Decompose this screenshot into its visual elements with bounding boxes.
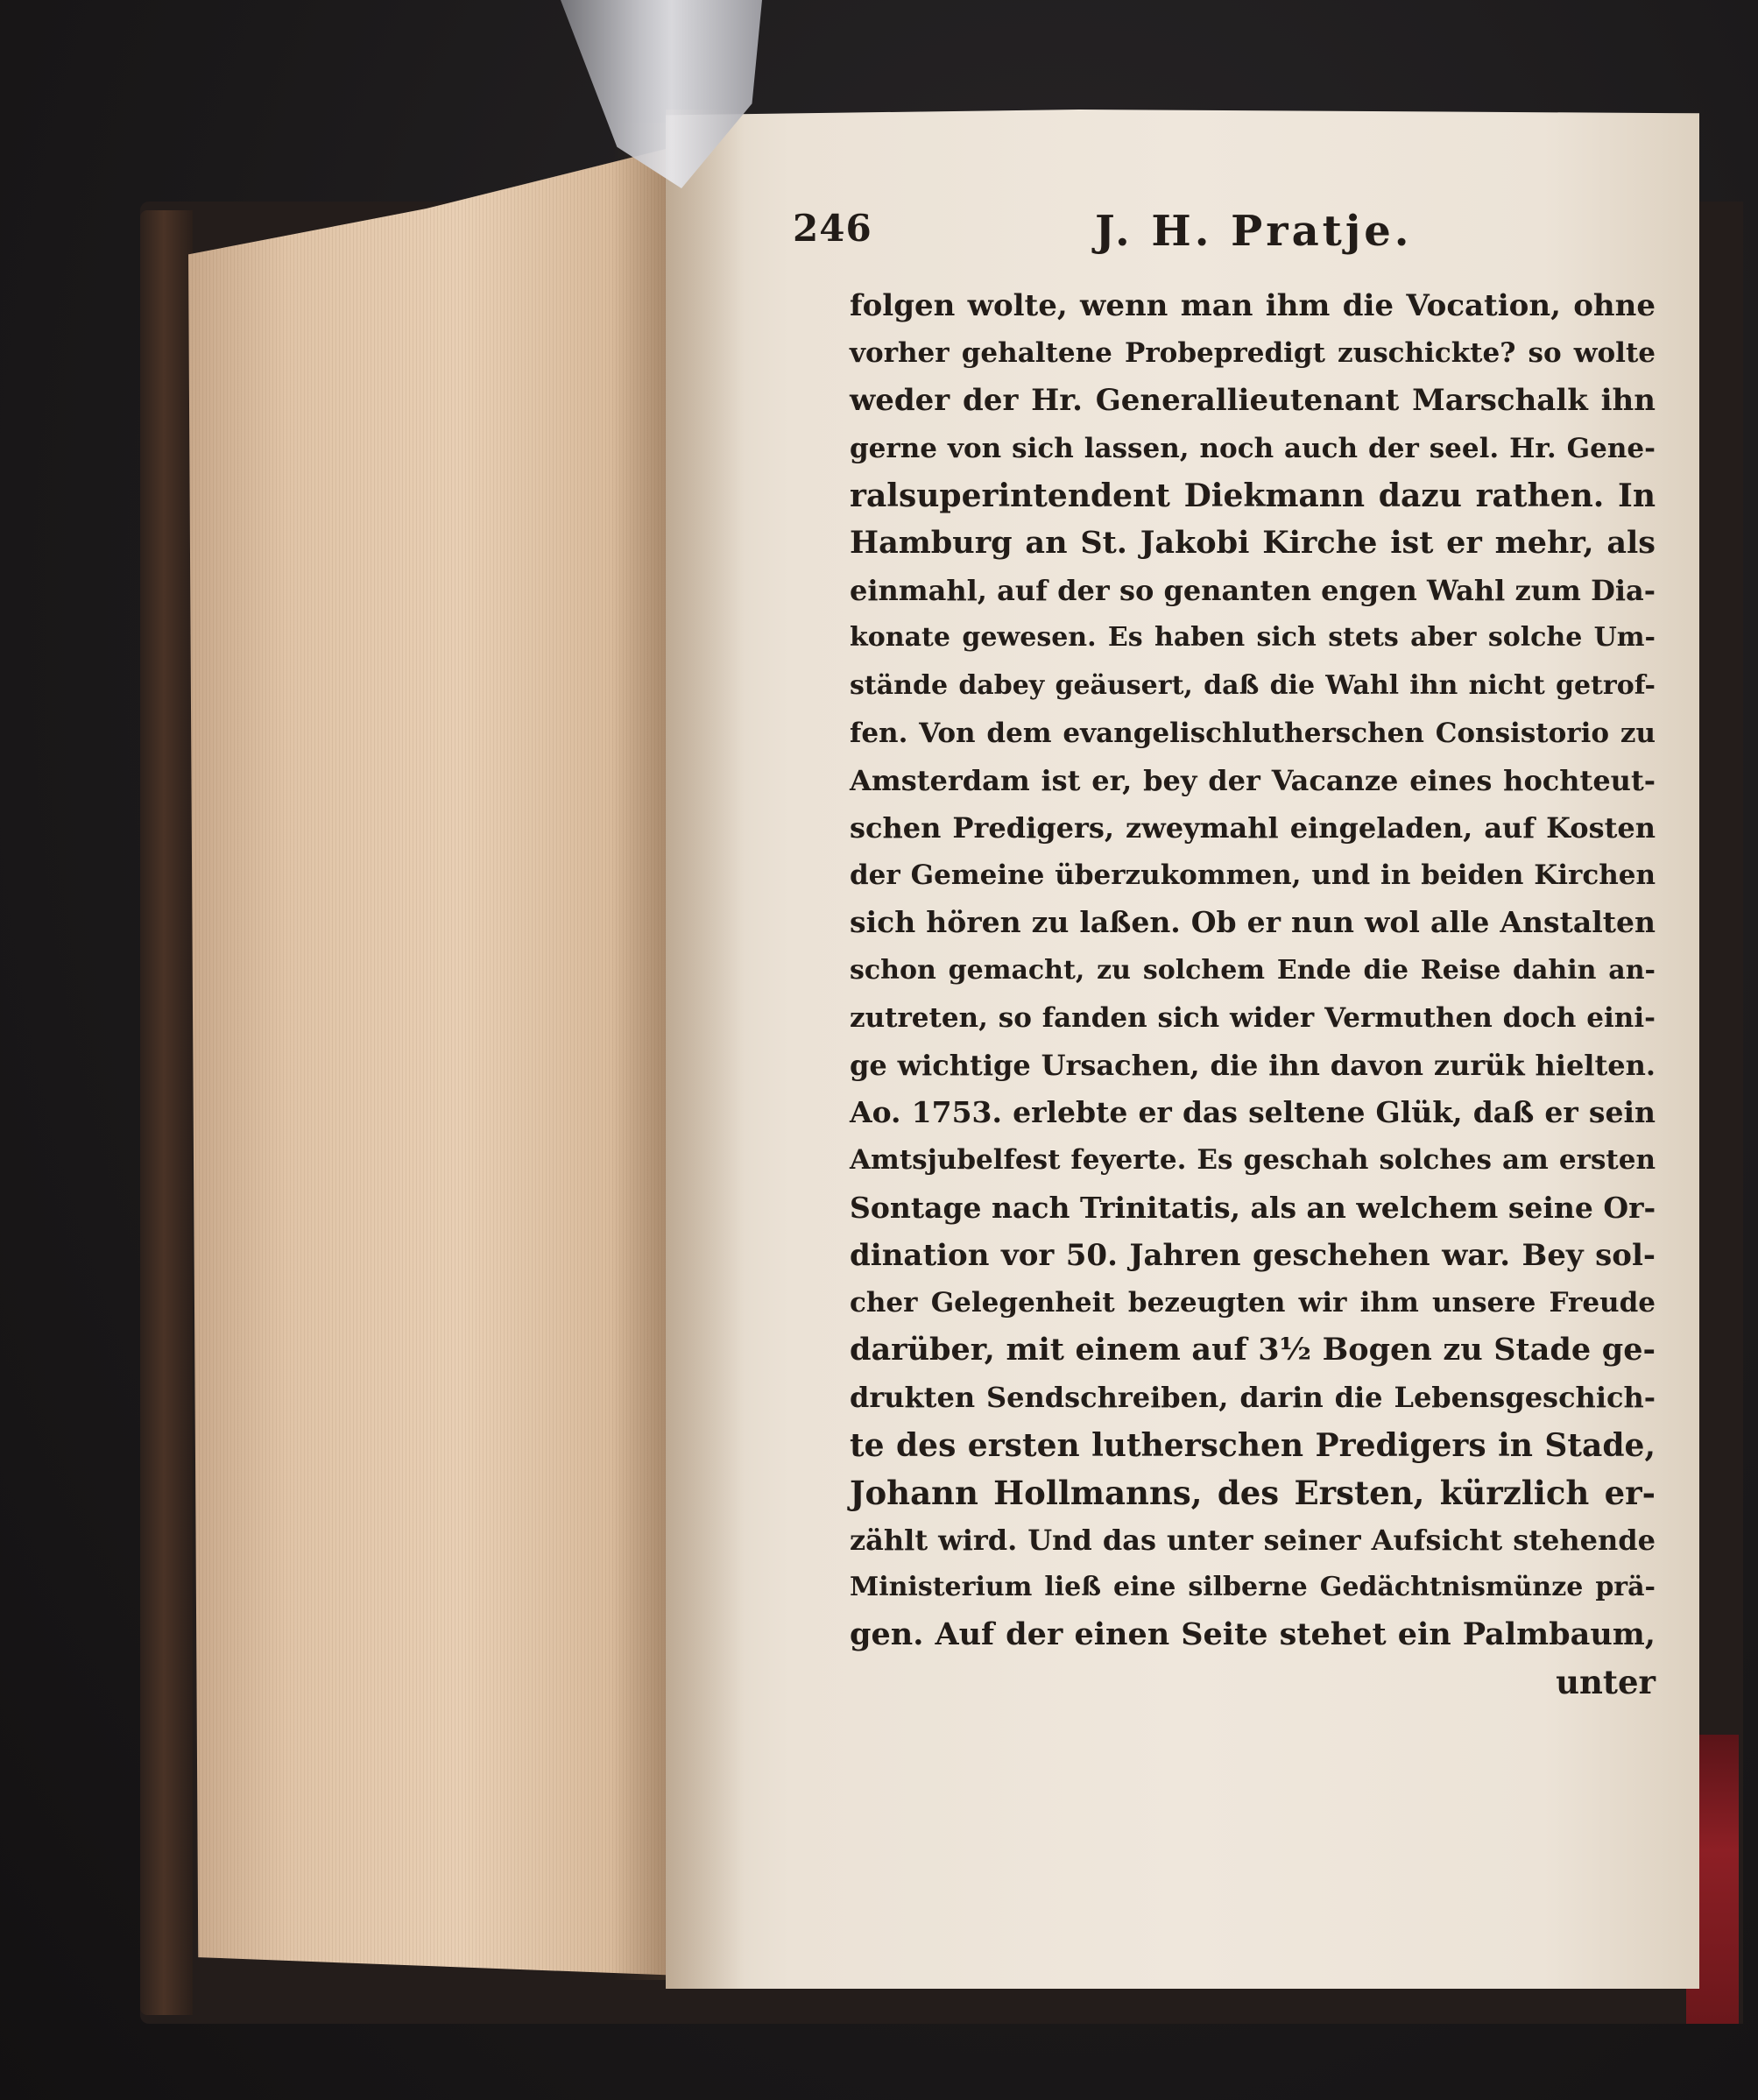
- text-line: sich hören zu laßen. Ob er nun wol alle Anstalten: [850, 905, 1656, 940]
- text-line: ge wichtige Ursachen, die ihn davon zurük hielten.: [850, 1049, 1656, 1082]
- page-block-edges: [188, 145, 683, 1976]
- page-number: 246: [793, 207, 872, 250]
- text-line: der Gemeine überzukommen, und in beiden Kirchen: [850, 859, 1656, 892]
- text-line: gen. Auf der einen Seite stehet ein Palmbaum,: [850, 1616, 1656, 1653]
- text-line: dination vor 50. Jahren geschehen war. Bey sol-: [850, 1237, 1656, 1273]
- book-spine-edge: [140, 210, 193, 2015]
- page-gutter-shadow: [666, 110, 745, 1989]
- text-line: ralsuperintendent Diekmann dazu rathen. In: [850, 477, 1656, 514]
- page-header: [793, 207, 1656, 282]
- text-line: cher Gelegenheit bezeugten wir ihm unsere Freude: [850, 1286, 1656, 1319]
- text-line: schen Predigers, zweymahl eingeladen, auf Kosten: [850, 811, 1656, 845]
- text-line: Amtsjubelfest feyerte. Es geschah solches am ersten: [850, 1144, 1656, 1177]
- text-line: Johann Hollmanns, des Ersten, kürzlich er-: [850, 1473, 1656, 1512]
- text-line: zählt wird. Und das unter seiner Aufsicht stehende: [850, 1523, 1656, 1557]
- running-head: J. H. Pratje.: [1095, 207, 1413, 256]
- text-line: einmahl, auf der so genanten engen Wahl zum Dia-: [850, 574, 1656, 608]
- page-text: [793, 207, 1656, 1706]
- catchword: unter: [1556, 1663, 1656, 1702]
- text-line: vorher gehaltene Probepredigt zuschickte? so wolte: [850, 337, 1656, 370]
- text-line: Ministerium ließ eine silberne Gedächtnismünze prä-: [850, 1572, 1656, 1603]
- text-line: darüber, mit einem auf 3½ Bogen zu Stade ge-: [850, 1332, 1656, 1368]
- text-line: Hamburg an St. Jakobi Kirche ist er mehr, als: [850, 524, 1656, 561]
- text-line: fen. Von dem evangelischlutherschen Consistorio zu: [850, 717, 1656, 749]
- text-line: weder der Hr. Generallieutenant Marschalk ihn: [850, 383, 1656, 419]
- text-line: Sontage nach Trinitatis, als an welchem seine Or-: [850, 1190, 1656, 1225]
- text-line: folgen wolte, wenn man ihm die Vocation, ohne: [850, 288, 1656, 323]
- text-line: stände dabey geäusert, daß die Wahl ihn nicht getrof-: [850, 669, 1656, 701]
- text-line: drukten Sendschreiben, darin die Lebensgeschich-: [850, 1381, 1656, 1415]
- text-line: zutreten, so fanden sich wider Vermuthen doch eini-: [850, 1001, 1656, 1034]
- text-line: Amsterdam ist er, bey der Vacanze eines hochteut-: [850, 763, 1656, 797]
- text-line: konate gewesen. Es haben sich stets aber solche Um-: [850, 622, 1656, 654]
- text-line: te des ersten lutherschen Predigers in Stade,: [850, 1426, 1656, 1464]
- text-line: Ao. 1753. erlebte er das seltene Glük, daß er sein: [850, 1095, 1656, 1130]
- text-line: gerne von sich lassen, noch auch der seel. Hr. Gene-: [850, 432, 1656, 464]
- text-line: schon gemacht, zu solchem Ende die Reise dahin an-: [850, 954, 1656, 986]
- body-text: [850, 282, 1656, 1658]
